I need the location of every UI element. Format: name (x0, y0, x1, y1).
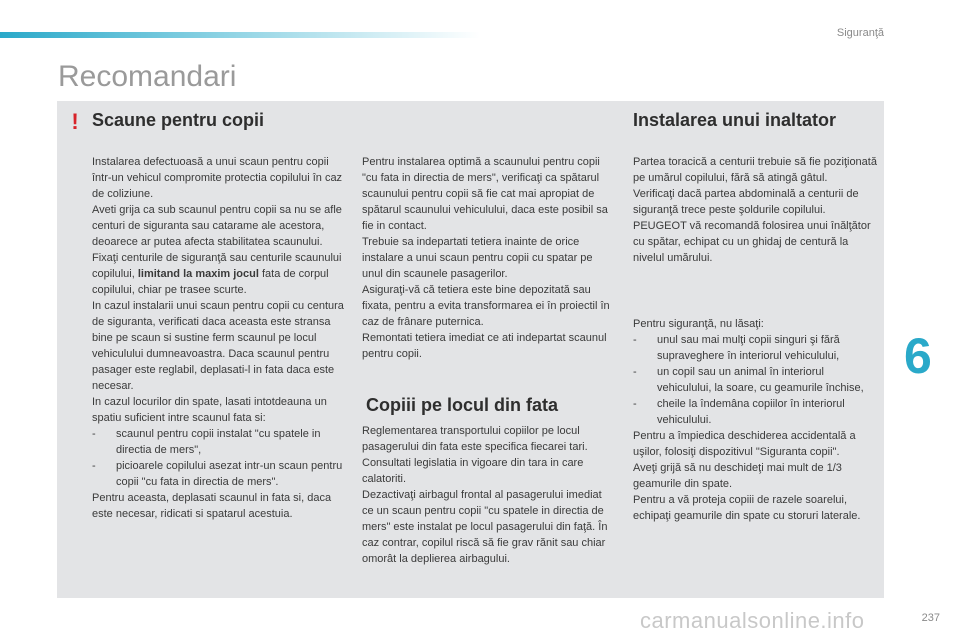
heading-booster: Instalarea unui inaltator (633, 110, 837, 130)
list-item: - picioarele copilului asezat intr-un scaun pentru copii "cu fata in directia de mers". (92, 460, 343, 488)
paragraph: Fixaţi centurile de siguranţă sau centurile scaunului copilului, limitand la maxim jocul fata de corpul copilului, chiar pe trasee scurte. (92, 252, 342, 296)
page-number: 237 (921, 612, 940, 624)
paragraph: Aveţi grijă să nu deschideţi mai mult de 1/3 geamurile din spate. (633, 462, 842, 490)
paragraph: Pentru siguranţă, nu lăsaţi: (633, 318, 764, 330)
column-booster-b (633, 316, 881, 524)
paragraph: Verificaţi dacă partea abdominală a centurii de siguranţă trece peste şoldurile copilului. (633, 188, 859, 216)
paragraph: PEUGEOT vă recomandă folosirea unui înălţător cu spătar, echipat cu un ghidaj de centură la nivelul umărului. (633, 220, 871, 264)
list-item: - unul sau mai mulţi copii singuri şi fără supraveghere în interiorul vehiculului, (633, 334, 840, 362)
heading-front-seat: Copiii pe locul din fata (366, 395, 559, 415)
paragraph: Aveti grija ca sub scaunul pentru copii sa nu se afle centuri de siguranta sau catarame ale acestora, deoarece ar putea afecta stabilitatea scaunului. (92, 204, 342, 248)
column-child-seats-2 (362, 154, 614, 362)
heading-child-seats: Scaune pentru copii (92, 110, 265, 130)
column-booster-a (633, 154, 879, 266)
section-label: Siguranţă (836, 27, 884, 39)
paragraph: Pentru a împiedica deschiderea accidentală a uşilor, folosiţi dispozitivul "Siguranta copii". (633, 430, 856, 458)
emphasis-text: limitand la maxim jocul (137, 268, 259, 280)
paragraph: Dezactivaţi airbagul frontal al pasagerului imediat ce un scaun pentru copii "cu spatele in directia de mers" este instalat pe locul pasagerului din faţă. În caz contrar, copilul riscă să fie grav rănit sau chiar omorât la deplierea airbagului. (362, 489, 608, 565)
warning-icon: ! (71, 109, 79, 134)
paragraph: Pentru aceasta, deplasati scaunul in fata si, daca este necesar, ridicati si spatarul acestuia. (92, 492, 332, 520)
paragraph: Partea toracică a centurii trebuie să fie poziţionată pe umărul copilului, fără să atingă gâtul. (633, 156, 877, 184)
paragraph: Reglementarea transportului copiilor pe locul pasagerului din fata este specifica fiecarei tari. Consultati legislatia in vigoare din tara in care calatoriti. (362, 425, 588, 485)
list-item: - un copil sau un animal în interiorul vehiculului, la soare, cu geamurile închise, (633, 366, 864, 394)
paragraph: Instalarea defectuoasă a unui scaun pentru copii într-un vehicul compromite protectia copilului în caz de coliziune. (92, 156, 343, 200)
paragraph: Trebuie sa indepartati tetiera inainte de orice instalare a unui scaun pentru copii cu spatar pe unul din scaunele pasagerilor. (362, 236, 593, 280)
chapter-number: 6 (904, 328, 932, 384)
paragraph: In cazul instalarii unui scaun pentru copii cu centura de siguranta, verificati daca aceasta este stransa bine pe scaun si sustine ferm scaunul pe locul vehiculului dumneavoastra. Daca scaunul pentru pasager este reglabil, deplasati-l in fata daca este necesar. (92, 300, 344, 392)
paragraph: Pentru a vă proteja copiii de razele soarelui, echipaţi geamurile din spate cu storuri laterale. (633, 494, 861, 522)
header-accent-bar (0, 32, 480, 38)
paragraph: Remontati tetiera imediat ce ati indepartat scaunul pentru copii. (362, 332, 607, 360)
column-front-seat (362, 423, 616, 567)
paragraph: Asiguraţi-vă că tetiera este bine depozitată sau fixata, pentru a evita transformarea ei în proiectil în caz de frânare puternica. (362, 284, 610, 328)
list-item: - scaunul pentru copii instalat "cu spatele in directia de mers", (92, 428, 321, 456)
paragraph: In cazul locurilor din spate, lasati intotdeauna un spatiu suficient intre scaunul fata si: (92, 396, 327, 424)
list-item: - cheile la îndemâna copiilor în interiorul vehiculului. (633, 398, 845, 426)
watermark: carmanualsonline.info (640, 608, 865, 633)
column-child-seats (92, 154, 344, 522)
page-title: Recomandari (58, 60, 237, 93)
paragraph: Pentru instalarea optimă a scaunului pentru copii "cu fata in directia de mers", verificaţi ca spătarul scaunului pentru copii să fie cat mai apropiat de spătarul scaunului vehiculului, daca este posibil sa fie in contact. (362, 156, 608, 232)
